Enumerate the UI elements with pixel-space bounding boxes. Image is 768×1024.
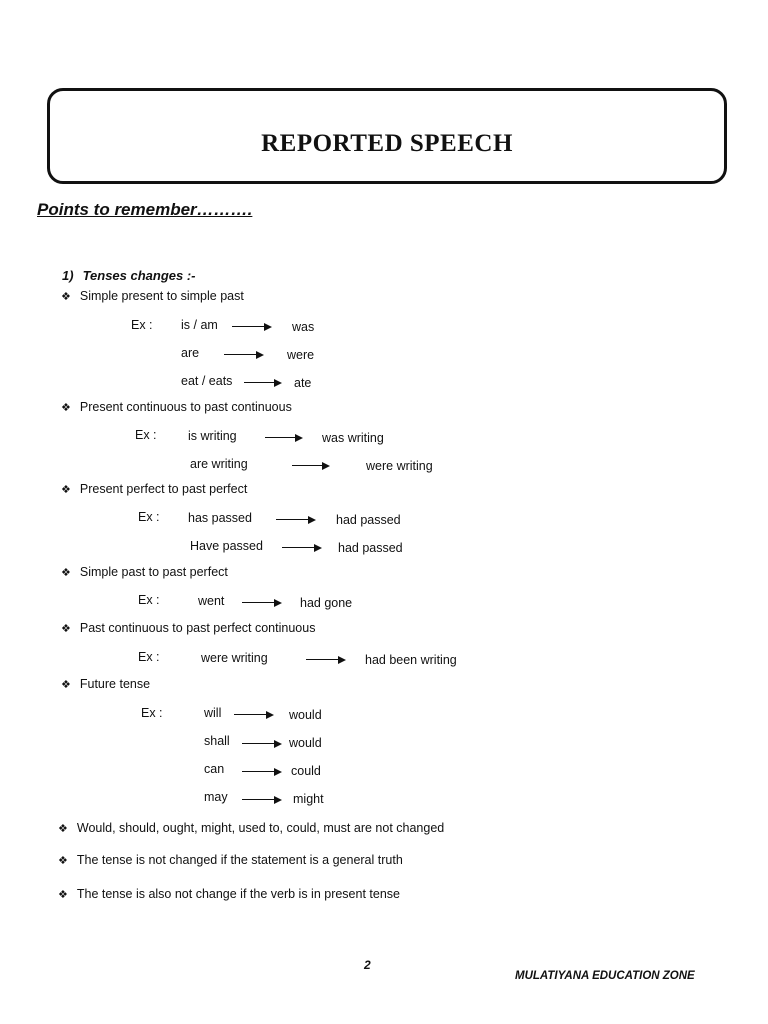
bullet-diamond-icon: ❖ — [61, 567, 71, 579]
example-from: is / am — [181, 318, 218, 332]
subtitle: Points to remember………. — [37, 200, 253, 219]
arrow-icon — [306, 655, 346, 665]
example-from: are — [181, 346, 200, 360]
example-from: were writing — [201, 651, 268, 665]
bullet-text: Would, should, ought, might, used to, could, must are not changed — [76, 821, 445, 835]
example-to: would — [289, 736, 322, 750]
example-from: shall — [204, 734, 230, 748]
footer-brand: MULATIYANA EDUCATION ZONE — [515, 970, 695, 982]
section-number: 1) — [62, 268, 74, 283]
arrow-icon — [232, 322, 272, 332]
ex-label: Ex : — [138, 593, 160, 607]
example-from: went — [198, 594, 225, 608]
arrow-icon — [242, 767, 282, 777]
bullet-text: Simple present to simple past — [79, 289, 244, 303]
arrow-icon — [234, 710, 274, 720]
example-from: may — [204, 790, 228, 804]
arrow-icon — [292, 461, 330, 471]
arrow-icon — [282, 543, 322, 553]
bullet-diamond-icon: ❖ — [61, 291, 71, 303]
bullet-text: The tense is also not change if the verb is in present tense — [76, 887, 400, 901]
page-title: REPORTED SPEECH — [261, 130, 513, 157]
arrow-icon — [242, 795, 282, 805]
section-heading — [62, 268, 196, 283]
bullet-item — [58, 887, 400, 901]
ex-label: Ex : — [138, 650, 160, 664]
example-to: ate — [294, 376, 312, 390]
bullet-text: The tense is not changed if the statement is a general truth — [76, 853, 403, 867]
arrow-icon — [242, 739, 282, 749]
example-to: was — [292, 320, 315, 334]
example-from: has passed — [188, 511, 252, 525]
ex-label: Ex : — [135, 428, 157, 442]
arrow-icon — [224, 350, 264, 360]
bullet-diamond-icon: ❖ — [58, 823, 68, 835]
example-to: were — [287, 348, 315, 362]
bullet-item — [58, 821, 444, 835]
bullet-item — [61, 565, 228, 579]
ex-label: Ex : — [141, 706, 163, 720]
page-number: 2 — [364, 958, 371, 972]
example-from: is writing — [188, 429, 237, 443]
section-title: Tenses changes :- — [82, 268, 196, 283]
example-to: had passed — [338, 541, 403, 555]
bullet-diamond-icon: ❖ — [61, 679, 71, 691]
bullet-diamond-icon: ❖ — [58, 855, 68, 867]
bullet-item — [61, 482, 247, 496]
arrow-icon — [265, 433, 303, 443]
bullet-item — [61, 621, 315, 635]
bullet-item — [61, 677, 150, 691]
bullet-text: Future tense — [79, 677, 151, 691]
bullet-diamond-icon: ❖ — [61, 402, 71, 414]
bullet-item — [61, 400, 292, 414]
arrow-icon — [276, 515, 316, 525]
bullet-text: Simple past to past perfect — [79, 565, 228, 579]
ex-label: Ex : — [138, 510, 160, 524]
title-box — [47, 88, 727, 184]
example-from: can — [204, 762, 225, 776]
bullet-item — [61, 289, 244, 303]
example-from: will — [204, 706, 222, 720]
example-from: are writing — [190, 457, 248, 471]
example-from: eat / eats — [181, 374, 233, 388]
example-to: had been writing — [365, 653, 457, 667]
ex-label: Ex : — [131, 318, 153, 332]
example-to: had gone — [300, 596, 353, 610]
bullet-item — [58, 853, 403, 867]
example-to: might — [293, 792, 324, 806]
example-to: had passed — [336, 513, 401, 527]
example-to: was writing — [322, 431, 384, 445]
arrow-icon — [242, 598, 282, 608]
bullet-diamond-icon: ❖ — [58, 889, 68, 901]
bullet-diamond-icon: ❖ — [61, 484, 71, 496]
bullet-text: Present perfect to past perfect — [79, 482, 248, 496]
bullet-text: Past continuous to past perfect continuous — [79, 621, 316, 635]
bullet-diamond-icon: ❖ — [61, 623, 71, 635]
example-to: would — [289, 708, 322, 722]
bullet-text: Present continuous to past continuous — [79, 400, 292, 414]
example-to: were writing — [366, 459, 433, 473]
arrow-icon — [244, 378, 282, 388]
example-to: could — [291, 764, 321, 778]
example-from: Have passed — [190, 539, 263, 553]
